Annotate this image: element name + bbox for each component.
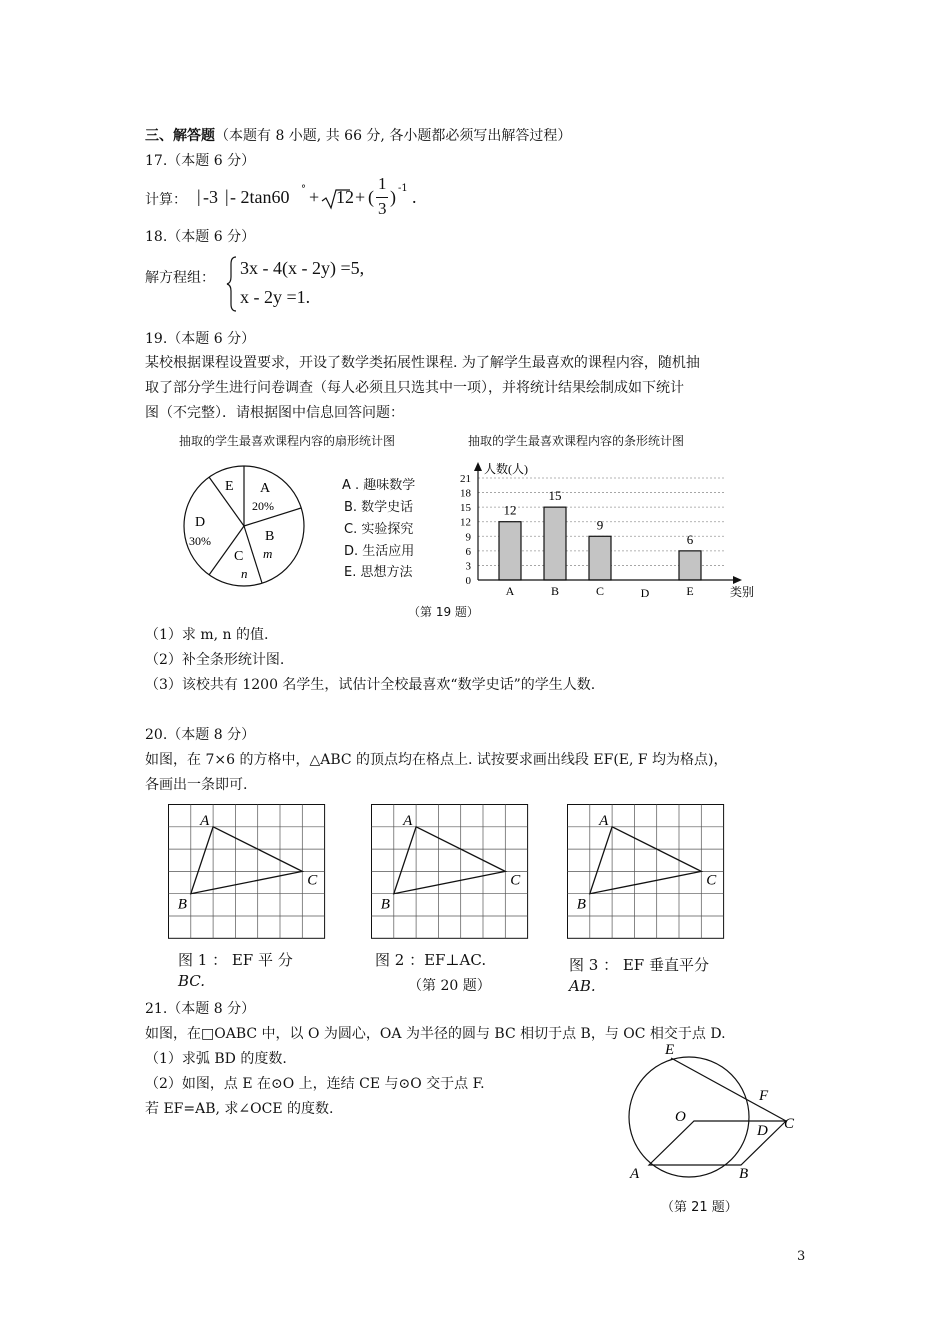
q21-label-c: C	[784, 1116, 795, 1132]
q17-sqrt: 12	[336, 187, 354, 207]
q21-caption: （第 21 题）	[661, 1200, 738, 1215]
q19-line-3: 图（不完整）．请根据图中信息回答问题：	[145, 405, 404, 421]
q20-fig3-caption-2: AB.	[569, 977, 596, 995]
x-tick-label: E	[686, 584, 694, 598]
y-tick-label: 21	[460, 473, 471, 485]
triangle-abc	[394, 827, 506, 894]
q19-part-2: （2）补全条形统计图.	[145, 652, 285, 668]
q19-caption: （第 19 题）	[408, 605, 479, 619]
bar-value-label: 15	[548, 488, 562, 504]
pie-chart	[180, 468, 310, 588]
bar-series	[499, 488, 701, 580]
pie-chart-title: 抽取的学生最喜欢课程内容的扇形统计图	[179, 434, 396, 448]
x-tick-label: A	[505, 584, 515, 598]
y-tick-label: 6	[465, 545, 471, 558]
pie-slice-c-label: C	[234, 549, 244, 564]
y-tick-label: 9	[465, 531, 471, 544]
q20-fig3-caption: 图 3 ： EF 垂直平分	[569, 956, 709, 974]
q17-frac-den: 3	[378, 199, 387, 218]
q19-line-2: 取了部分学生进行问卷调查（每人必须且只选其中一项），并将统计结果绘制成如下统计	[145, 380, 684, 396]
q17-abs: -3	[203, 187, 218, 207]
q19-part-3: （3）该校共有 1200 名学生，试估计全校最喜欢“数学史话”的学生人数.	[145, 677, 596, 693]
q17-label: 计算：	[145, 192, 187, 208]
y-axis-label: 人数(人)	[484, 462, 528, 476]
section-note: （本题有 8 小题, 共 66 分, 各小题都必须写出解答过程）	[215, 128, 572, 144]
circle-o	[629, 1057, 749, 1177]
label-c: C	[706, 872, 717, 889]
q21-line-1: 如图，在□OABC 中，以 O 为圆心，OA 为半径的圆与 BC 相切于点 B，与 OC 相交于点 D.	[145, 1026, 726, 1042]
q20-fig1-caption: 图 1 ： EF 平 分	[178, 951, 293, 969]
bar-y-ticks	[460, 473, 472, 587]
bar-value-label: 6	[686, 531, 694, 547]
q20-line-2: 各画出一条即可.	[145, 777, 248, 793]
q17-plus2: +	[355, 187, 366, 207]
q17-plus1: +	[309, 187, 320, 207]
q20-figure-2	[371, 804, 531, 944]
bar-c	[589, 536, 611, 580]
x-axis-arrow-icon	[733, 576, 742, 584]
x-tick-label: B	[550, 584, 560, 598]
y-tick-label: 3	[465, 560, 471, 573]
q19-heading: 19.（本题 6 分）	[145, 331, 256, 347]
label-c: C	[510, 872, 521, 889]
q19-part-1: （1）求 m, n 的值.	[145, 627, 269, 643]
y-axis-arrow-icon	[474, 462, 482, 471]
bar-x-ticks	[506, 584, 694, 600]
q21-part-2b: 若 EF=AB, 求∠OCE 的度数.	[145, 1101, 334, 1117]
page-number: 3	[797, 1249, 806, 1264]
label-b: B	[177, 896, 187, 913]
q18-eq2: x - 2y =1.	[240, 287, 311, 307]
legend-item-e: E. 思想方法	[344, 565, 413, 580]
pie-slice-c-value: n	[241, 566, 248, 581]
label-a: A	[599, 812, 609, 829]
q20-figure-1	[168, 804, 328, 944]
q20-line-1: 如图，在 7×6 的方格中，△ABC 的顶点均在格点上. 试按要求画出线段 EF(E, F 均为格点)，	[145, 752, 728, 768]
pie-slice-b-value: m	[263, 546, 273, 561]
x-axis-label: 类别	[730, 585, 755, 599]
legend-item-a: A . 趣味数学	[342, 478, 416, 493]
label-b: B	[576, 896, 586, 913]
pie-slice-a-label: A	[260, 481, 271, 496]
pie-slice-d-label: D	[195, 515, 206, 530]
q17-deg: °	[301, 184, 306, 195]
q18-label: 解方程组：	[145, 270, 215, 286]
fraction-bar	[376, 197, 388, 198]
q20-fig2-caption: 图 2 ：EF⊥AC.	[375, 951, 487, 969]
x-tick-label: D	[640, 586, 650, 600]
bar-e	[679, 551, 701, 580]
q17-frac-num: 1	[378, 174, 387, 193]
q19-line-1: 某校根据课程设置要求，开设了数学类拓展性课程. 为了解学生最喜欢的课程内容，随机抽	[145, 355, 700, 371]
bar-value-label: 9	[596, 517, 604, 533]
bar-value-label: 12	[503, 502, 517, 518]
q20-heading: 20.（本题 8 分）	[145, 727, 256, 743]
legend-item-c: C. 实验探究	[344, 522, 414, 537]
segment-ce	[671, 1058, 786, 1121]
q18-heading: 18.（本题 6 分）	[145, 229, 256, 245]
label-a: A	[200, 812, 210, 829]
bar-chart	[440, 455, 770, 605]
pie-slice-d-value: 30%	[189, 534, 211, 548]
label-b: B	[380, 896, 390, 913]
section-title: 三、解答题	[145, 128, 215, 144]
q21-label-f: F	[759, 1088, 769, 1104]
pie-slice-e-label: E	[225, 479, 234, 494]
legend-item-d: D. 生活应用	[344, 544, 415, 559]
q21-label-a: A	[630, 1166, 640, 1182]
brace-icon	[226, 256, 238, 312]
y-tick-label: 18	[460, 487, 471, 500]
q21-part-1: （1）求弧 BD 的度数.	[145, 1051, 287, 1067]
label-a: A	[403, 812, 413, 829]
q21-label-o: O	[675, 1109, 686, 1125]
y-tick-label: 0	[465, 575, 471, 587]
legend-item-b: B. 数学史话	[344, 500, 414, 515]
q21-label-d: D	[757, 1123, 768, 1139]
pie-slice-a-value: 20%	[252, 499, 274, 513]
q17-expression: | -3 | - 2tan60 ° + 12 + ( 1 3 ) -1 .	[197, 174, 417, 218]
q17-tan: - 2tan60	[230, 187, 290, 207]
label-c: C	[307, 872, 318, 889]
y-tick-label: 12	[460, 516, 471, 529]
triangle-abc	[191, 827, 302, 894]
q21-label-b: B	[739, 1166, 749, 1182]
q21-label-e: E	[665, 1042, 675, 1058]
q21-figure	[620, 1038, 810, 1188]
triangle-abc	[590, 827, 702, 894]
bar-a	[499, 522, 521, 580]
q20-caption: （第 20 题）	[408, 978, 491, 994]
q17-heading: 17.（本题 6 分）	[145, 153, 256, 169]
q20-figure-3	[567, 804, 727, 944]
x-tick-label: C	[595, 584, 605, 598]
bar-b	[544, 507, 566, 580]
q17-period: .	[412, 187, 417, 207]
y-tick-label: 15	[460, 502, 471, 515]
q21-heading: 21.（本题 8 分）	[145, 1001, 256, 1017]
bar-chart-title: 抽取的学生最喜欢课程内容的条形统计图	[468, 434, 685, 448]
q21-part-2: （2）如图，点 E 在⊙O 上，连结 CE 与⊙O 交于点 F.	[145, 1076, 485, 1092]
section-header	[145, 127, 571, 145]
q18-eq1: 3x - 4(x - 2y) =5,	[240, 258, 365, 278]
pie-slice-b-label: B	[265, 529, 275, 544]
q20-fig1-caption-2: BC.	[178, 972, 206, 990]
q17-exp: -1	[398, 183, 408, 194]
